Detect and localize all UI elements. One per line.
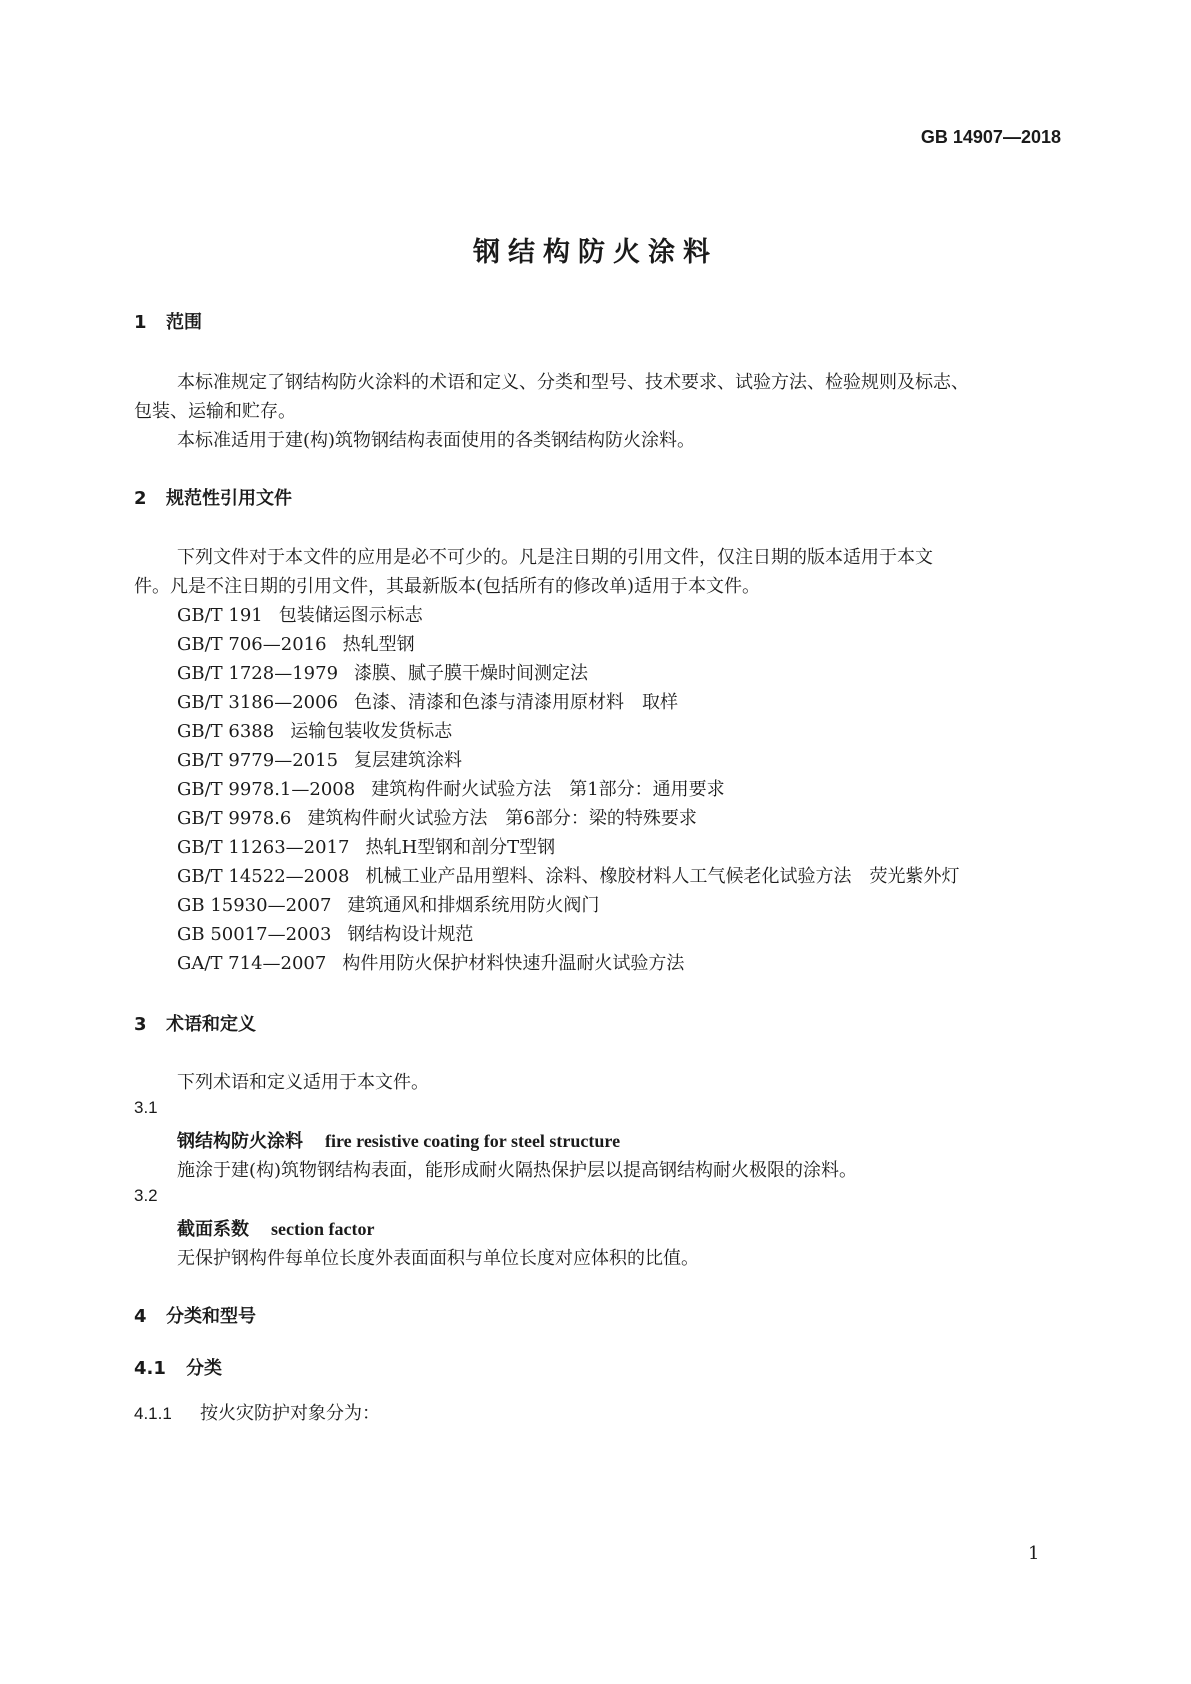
section-number: 2 bbox=[134, 488, 147, 509]
reference-code: GB/T 6388 bbox=[177, 721, 275, 742]
term-entry bbox=[177, 1215, 374, 1241]
section-title: 术语和定义 bbox=[166, 1014, 256, 1035]
reference-code: GB/T 9779—2015 bbox=[177, 750, 339, 771]
reference-title: 建筑构件耐火试验方法 第1部分：通用要求 bbox=[371, 779, 725, 800]
term-en: section factor bbox=[271, 1219, 375, 1239]
reference-item bbox=[177, 659, 588, 685]
reference-title: 建筑通风和排烟系统用防火阀门 bbox=[347, 895, 600, 916]
reference-code: GB/T 14522—2008 bbox=[177, 866, 350, 887]
term-entry bbox=[177, 1127, 620, 1153]
reference-code: GB/T 9978.6 bbox=[177, 808, 292, 829]
page-number: 1 bbox=[1028, 1543, 1040, 1564]
standard-code: GB 14907—2018 bbox=[920, 127, 1061, 147]
section-number: 1 bbox=[134, 312, 147, 333]
reference-item bbox=[177, 601, 423, 627]
reference-code: GB/T 706—2016 bbox=[177, 634, 327, 655]
paragraph: 本标准适用于建(构)筑物钢结构表面使用的各类钢结构防火涂料。 bbox=[177, 430, 696, 451]
section-title: 范围 bbox=[166, 312, 202, 333]
term-zh: 截面系数 bbox=[177, 1219, 249, 1240]
subclause-number: 4.1.1 bbox=[134, 1404, 172, 1423]
reference-title: 包装储运图示标志 bbox=[278, 605, 423, 626]
section-title: 规范性引用文件 bbox=[166, 488, 292, 509]
reference-item bbox=[177, 833, 555, 859]
reference-title: 热轧H型钢和剖分T型钢 bbox=[365, 837, 556, 858]
reference-title: 机械工业产品用塑料、涂料、橡胶材料人工气候老化试验方法 荧光紫外灯 bbox=[365, 866, 960, 887]
paragraph: 下列术语和定义适用于本文件。 bbox=[177, 1072, 429, 1093]
reference-item bbox=[177, 920, 473, 946]
reference-item bbox=[177, 862, 959, 888]
section-number: 3 bbox=[134, 1014, 147, 1035]
reference-item bbox=[177, 775, 725, 801]
reference-code: GB 50017—2003 bbox=[177, 924, 332, 945]
paragraph: 本标准规定了钢结构防火涂料的术语和定义、分类和型号、技术要求、试验方法、检验规则及标志、 bbox=[177, 372, 969, 393]
reference-code: GB/T 191 bbox=[177, 605, 263, 626]
reference-code: GB/T 9978.1—2008 bbox=[177, 779, 356, 800]
reference-title: 复层建筑涂料 bbox=[354, 750, 463, 771]
clause-number: 3.1 bbox=[134, 1098, 158, 1117]
paragraph-continuation: 件。凡是不注日期的引用文件，其最新版本(包括所有的修改单)适用于本文件。 bbox=[134, 576, 761, 597]
subclause-4-1-1 bbox=[134, 1399, 380, 1425]
reference-item bbox=[177, 804, 697, 830]
subsection-4-1-heading bbox=[134, 1354, 222, 1380]
section-2-heading bbox=[134, 484, 292, 510]
section-title: 分类和型号 bbox=[166, 1306, 256, 1327]
reference-title: 钢结构设计规范 bbox=[347, 924, 474, 945]
reference-title: 漆膜、腻子膜干燥时间测定法 bbox=[354, 663, 589, 684]
section-4-heading bbox=[134, 1302, 256, 1328]
reference-title: 构件用防火保护材料快速升温耐火试验方法 bbox=[342, 953, 685, 974]
term-zh: 钢结构防火涂料 bbox=[177, 1131, 303, 1152]
reference-item bbox=[177, 746, 462, 772]
term-definition: 施涂于建(构)筑物钢结构表面，能形成耐火隔热保护层以提高钢结构耐火极限的涂料。 bbox=[177, 1160, 858, 1181]
subclause-text: 按火灾防护对象分为： bbox=[200, 1403, 380, 1424]
paragraph: 下列文件对于本文件的应用是必不可少的。凡是注日期的引用文件，仅注日期的版本适用于本文 bbox=[177, 547, 933, 568]
reference-code: GB/T 1728—1979 bbox=[177, 663, 339, 684]
subsection-title: 分类 bbox=[186, 1358, 222, 1379]
term-definition: 无保护钢构件每单位长度外表面面积与单位长度对应体积的比值。 bbox=[177, 1248, 699, 1269]
section-1-heading bbox=[134, 308, 202, 334]
reference-code: GA/T 714—2007 bbox=[177, 953, 327, 974]
term-en: fire resistive coating for steel structure bbox=[325, 1131, 621, 1151]
subsection-number: 4.1 bbox=[134, 1358, 166, 1379]
reference-code: GB 15930—2007 bbox=[177, 895, 332, 916]
document-title: 钢结构防火涂料 bbox=[473, 237, 718, 268]
reference-title: 色漆、清漆和色漆与清漆用原材料 取样 bbox=[354, 692, 679, 713]
reference-item bbox=[177, 688, 678, 714]
section-number: 4 bbox=[134, 1306, 147, 1327]
reference-item bbox=[177, 717, 452, 743]
section-3-heading bbox=[134, 1010, 256, 1036]
reference-title: 运输包装收发货标志 bbox=[290, 721, 453, 742]
paragraph-continuation: 包装、运输和贮存。 bbox=[134, 401, 296, 422]
reference-item bbox=[177, 949, 684, 975]
reference-item bbox=[177, 630, 415, 656]
reference-title: 建筑构件耐火试验方法 第6部分：梁的特殊要求 bbox=[307, 808, 697, 829]
reference-code: GB/T 3186—2006 bbox=[177, 692, 339, 713]
reference-item bbox=[177, 891, 599, 917]
clause-number: 3.2 bbox=[134, 1186, 158, 1205]
reference-code: GB/T 11263—2017 bbox=[177, 837, 350, 858]
reference-title: 热轧型钢 bbox=[342, 634, 415, 655]
